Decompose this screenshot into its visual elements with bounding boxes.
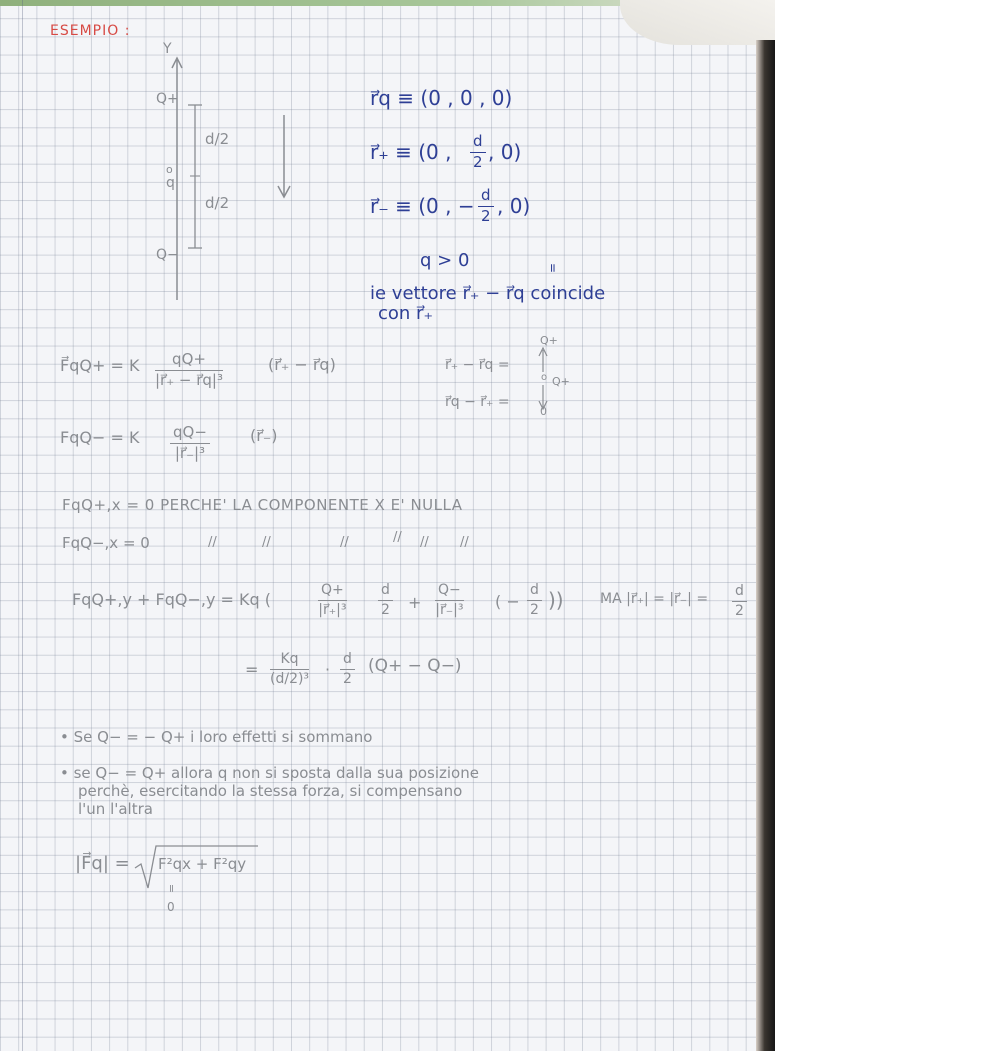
y-sum-lhs: FqQ+,y + FqQ−,y = Kq ( [72, 590, 271, 609]
charge-bottom-label: Q− [156, 247, 179, 263]
side-right: Q+ [552, 375, 570, 388]
result-fraction: $\frac{Kq}{\text{(d/2)³}}$ [270, 651, 310, 687]
magnitude-lhs: |F⃗q| = [75, 853, 130, 874]
ditto-mark: // [420, 535, 429, 550]
y-term2-d-fraction: $\frac{d}{2}$ [527, 583, 542, 617]
note-bullet-2-line-3: l'un l'altra [78, 800, 153, 818]
note-line-2: con r⃗₊ [378, 303, 433, 324]
q-sign: q > 0 [420, 250, 470, 271]
note-line-1: ie vettore r⃗₊ − r⃗q coincide [370, 283, 606, 304]
side-line-1: r⃗₊ − r⃗q = [445, 357, 510, 373]
force-qQminus-fraction: $\frac{qQ-}{\text{|r⃗₋|³}}$ [170, 425, 210, 462]
force-qQplus-vector: (r⃗₊ − r⃗q) [268, 355, 336, 374]
result-tail: (Q+ − Q−) [368, 656, 462, 676]
y-close: )) [548, 588, 564, 612]
def-r-minus-tail: , 0) [497, 194, 531, 218]
force-qQminus-lhs: FqQ− = K [60, 428, 140, 447]
def-r-q: r⃗q ≡ (0 , 0 , 0) [370, 86, 513, 110]
magnitude-rhs: F²qx + F²qy [158, 855, 247, 873]
y-term2-tail: ( − [495, 592, 520, 611]
y-term1-fraction: $\frac{Q+}{\text{|r⃗₊|³}}$ [318, 582, 347, 618]
ditto-mark: // [262, 535, 271, 550]
result-eq: = [245, 660, 259, 679]
force-qQplus-lhs: F⃗qQ+ = K [60, 356, 140, 375]
y-term1-d-fraction: $\frac{d}{2}$ [378, 583, 393, 617]
ditto-mark: // [208, 535, 217, 550]
y-term2-fraction: $\frac{Q-}{\text{|r⃗₋|³}}$ [435, 582, 464, 618]
def-r-plus: r⃗₊ ≡ (0 , [370, 140, 452, 164]
charge-mid-label: q [166, 175, 175, 191]
half-distance-top: d/2 [205, 130, 230, 148]
y-plus: + [408, 593, 422, 612]
magnitude-under-eq: = [165, 883, 179, 894]
component-x-minus: FqQ−,x = 0 [62, 534, 150, 552]
side-top: Q+ [540, 334, 558, 347]
result-d-fraction: $\frac{d}{2}$ [340, 652, 355, 686]
half-distance-bottom: d/2 [205, 194, 230, 212]
ma-text: MA |r⃗₊| = |r⃗₋| = [600, 591, 709, 607]
component-x-plus: FqQ+,x = 0 PERCHE' LA COMPONENTE X E' NULLA [62, 496, 463, 514]
ditto-mark: // [460, 535, 469, 550]
ma-fraction: $\frac{d}{2}$ [732, 584, 747, 618]
note-bullet-1: • Se Q− = − Q+ i loro effetti si sommano [60, 728, 373, 746]
charge-top-label: Q+ [156, 91, 179, 107]
note-bullet-2-line-2: perchè, esercitando la stessa forza, si compensano [78, 782, 463, 800]
side-bottom: 0 [540, 405, 547, 418]
def-r-plus-fraction: $\frac{d}{2}$ [470, 134, 486, 171]
ditto-mark: // [340, 535, 349, 550]
def-r-minus-fraction: $\frac{d}{2}$ [478, 188, 494, 225]
force-qQplus-fraction: $\frac{qQ+}{\text{|r⃗₊ − r⃗q|³}}$ [155, 350, 223, 389]
def-r-plus-tail: , 0) [488, 140, 522, 164]
result-dot: · [325, 660, 331, 679]
note-bullet-2-line-1: • se Q− = Q+ allora q non si sposta dalla sua posizione [60, 764, 479, 782]
axis-y-label: Y [163, 41, 172, 57]
magnitude-under-zero: 0 [167, 900, 175, 914]
force-qQminus-vector: (r⃗₋) [250, 426, 278, 445]
heading: ESEMPIO : [50, 23, 131, 39]
def-r-minus: r⃗₋ ≡ (0 , − [370, 194, 475, 218]
side-mid: o [541, 372, 548, 383]
charge-mid-sign: o [166, 163, 173, 176]
ditto-mark: // [393, 530, 402, 545]
equal-mark: = [546, 262, 561, 274]
side-line-2: r⃗q − r⃗₊ = [445, 394, 510, 410]
